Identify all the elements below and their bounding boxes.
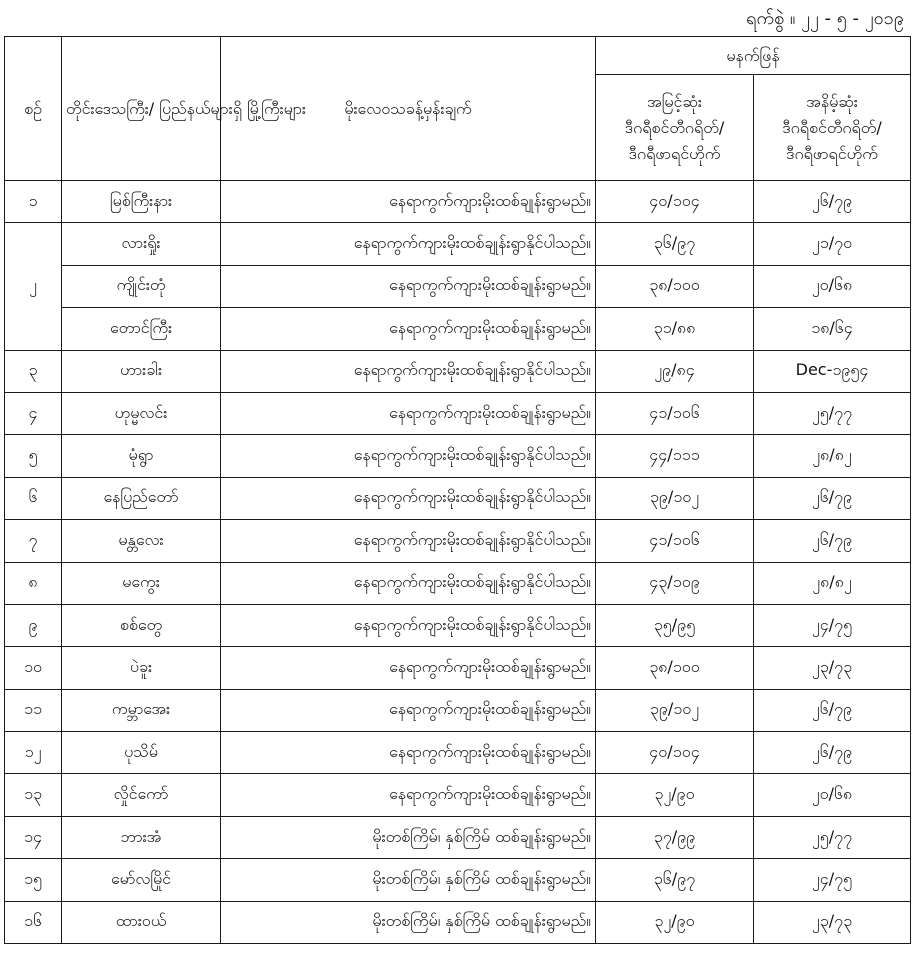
city-name: ဟုမ္မလင်း xyxy=(62,392,221,434)
table-row xyxy=(5,816,911,858)
row-number: ၁၃ xyxy=(5,774,62,816)
forecast-text: နေရာကွက်ကျားမိုးထစ်ချုန်းရွာမည်။ xyxy=(221,265,596,307)
table-row xyxy=(5,223,911,265)
forecast-text: နေရာကွက်ကျားမိုးထစ်ချုန်းရွာနိုင်ပါသည်။ xyxy=(221,435,596,477)
row-number: ၁၅ xyxy=(5,859,62,901)
min-temp: ၂၅/၇၇ xyxy=(754,816,911,858)
table-row xyxy=(5,901,911,943)
header-min-temp xyxy=(754,75,911,181)
min-temp: ၂၆/၇၉ xyxy=(754,520,911,562)
max-temp: ၃၅/၉၅ xyxy=(596,604,754,646)
header-tomorrow: မနက်ဖြန် xyxy=(596,37,911,75)
forecast-text: မိုးတစ်ကြိမ်၊ နှစ်ကြိမ် ထစ်ချုန်းရွာမည်။ xyxy=(221,816,596,858)
city-name: စစ်တွေ xyxy=(62,604,221,646)
row-number: ၉ xyxy=(5,604,62,646)
table-row xyxy=(5,774,911,816)
forecast-text: မိုးတစ်ကြိမ်၊ နှစ်ကြိမ် ထစ်ချုန်းရွာမည်။ xyxy=(221,859,596,901)
row-number: ၁၆ xyxy=(5,901,62,943)
min-temp: ၂၄/၇၅ xyxy=(754,859,911,901)
table-row xyxy=(5,181,911,223)
city-name: ဟားခါး xyxy=(62,350,221,392)
city-name: ပုသိမ် xyxy=(62,732,221,774)
table-row xyxy=(5,647,911,689)
row-number: ၁၀ xyxy=(5,647,62,689)
table-row xyxy=(5,859,911,901)
city-name: ကျိုင်းတုံ xyxy=(62,265,221,307)
forecast-text: နေရာကွက်ကျားမိုးထစ်ချုန်းရွာနိုင်ပါသည်။ xyxy=(221,562,596,604)
header-region-line: မြို့ကြီးများ xyxy=(246,98,306,118)
min-temp: ၂၄/၇၅ xyxy=(754,604,911,646)
header-max-line: ဒီဂရီစင်တီဂရိတ်/ xyxy=(624,117,725,137)
max-temp: ၃၇/၉၉ xyxy=(596,816,754,858)
header-max-line: ဒီဂရီဖာရင်ဟိုက် xyxy=(628,143,721,163)
city-name: ဘားအံ xyxy=(62,816,221,858)
forecast-text: နေရာကွက်ကျားမိုးထစ်ချုန်းရွာနိုင်ပါသည်။ xyxy=(221,604,596,646)
header-min-line: ဒီဂရီဖာရင်ဟိုက် xyxy=(786,143,878,163)
row-number: ၃ xyxy=(5,350,62,392)
city-name: မော်လမြိုင် xyxy=(62,859,221,901)
min-temp: ၂၆/၇၉ xyxy=(754,477,911,519)
min-temp: ၂၃/၇၃ xyxy=(754,647,911,689)
header-no: စဉ် xyxy=(5,37,62,181)
max-temp: ၄၁/၁၀၆ xyxy=(596,392,754,434)
max-temp: ၄၀/၁၀၄ xyxy=(596,732,754,774)
header-max-temp xyxy=(596,75,754,181)
weather-forecast-table xyxy=(4,36,911,944)
row-number: ၄ xyxy=(5,392,62,434)
city-name: နေပြည်တော် xyxy=(62,477,221,519)
max-temp: ၃၉/၁၀၂ xyxy=(596,689,754,731)
min-temp: ၁၈/၆၄ xyxy=(754,308,911,350)
forecast-text: နေရာကွက်ကျားမိုးထစ်ချုန်းရွာမည်။ xyxy=(221,732,596,774)
max-temp: ၄၄/၁၁၁ xyxy=(596,435,754,477)
city-name: ကမ္ဘာအေး xyxy=(62,689,221,731)
max-temp: ၃၂/၉၀ xyxy=(596,774,754,816)
max-temp: ၂၉/၈၄ xyxy=(596,350,754,392)
row-number: ၁၁ xyxy=(5,689,62,731)
city-name: မကွေး xyxy=(62,562,221,604)
city-name: တောင်ကြီး xyxy=(62,308,221,350)
forecast-text: နေရာကွက်ကျားမိုးထစ်ချုန်းရွာနိုင်ပါသည်။ xyxy=(221,477,596,519)
table-row xyxy=(5,604,911,646)
header-forecast: မိုးလေဝသခန့်မှန်းချက် xyxy=(221,37,596,181)
forecast-text: နေရာကွက်ကျားမိုးထစ်ချုန်းရွာမည်။ xyxy=(221,308,596,350)
min-temp: ၂၆/၇၉ xyxy=(754,181,911,223)
min-temp: ၂၀/၆၈ xyxy=(754,774,911,816)
row-number: ၈ xyxy=(5,562,62,604)
forecast-text: နေရာကွက်ကျားမိုးထစ်ချုန်းရွာနိုင်ပါသည်။ xyxy=(221,520,596,562)
header-min-line: အနိမ့်ဆုံး xyxy=(806,91,858,111)
max-temp: ၃၆/၉၇ xyxy=(596,223,754,265)
forecast-text: နေရာကွက်ကျားမိုးထစ်ချုန်းရွာမည်။ xyxy=(221,647,596,689)
forecast-text: မိုးတစ်ကြိမ်၊ နှစ်ကြိမ် ထစ်ချုန်းရွာမည်။ xyxy=(221,901,596,943)
row-number: ၁ xyxy=(5,181,62,223)
table-row xyxy=(5,308,911,350)
table-row xyxy=(5,689,911,731)
min-temp: ၂၈/၈၂ xyxy=(754,562,911,604)
row-number: ၆ xyxy=(5,477,62,519)
city-name: မုံရွာ xyxy=(62,435,221,477)
max-temp: ၄၀/၁၀၄ xyxy=(596,181,754,223)
max-temp: ၄၃/၁၀၉ xyxy=(596,562,754,604)
table-row xyxy=(5,265,911,307)
table-row xyxy=(5,520,911,562)
min-temp: ၂၅/၇၇ xyxy=(754,392,911,434)
forecast-text: နေရာကွက်ကျားမိုးထစ်ချုန်းရွာမည်။ xyxy=(221,774,596,816)
min-temp: ၂၆/၇၉ xyxy=(754,689,911,731)
min-temp: ၂၁/၇၀ xyxy=(754,223,911,265)
max-temp: ၃၆/၉၇ xyxy=(596,859,754,901)
row-number: ၅ xyxy=(5,435,62,477)
forecast-text: နေရာကွက်ကျားမိုးထစ်ချုန်းရွာနိုင်ပါသည်။ xyxy=(221,223,596,265)
forecast-text: နေရာကွက်ကျားမိုးထစ်ချုန်းရွာမည်။ xyxy=(221,181,596,223)
max-temp: ၄၁/၁၀၆ xyxy=(596,520,754,562)
row-number: ၁၂ xyxy=(5,732,62,774)
table-body xyxy=(5,181,911,944)
city-name: ထားဝယ် xyxy=(62,901,221,943)
report-date: ရက်စွဲ ။ ၂၂ - ၅ - ၂၀၁၉ xyxy=(746,8,904,29)
city-name: မြစ်ကြီးနား xyxy=(62,181,221,223)
min-temp: ၂၃/၇၃ xyxy=(754,901,911,943)
forecast-text: နေရာကွက်ကျားမိုးထစ်ချုန်းရွာနိုင်ပါသည်။ xyxy=(221,350,596,392)
header-region-line: ပြည်နယ်များရှိ xyxy=(159,98,242,118)
header-min-line: ဒီဂရီစင်တီဂရိတ်/ xyxy=(782,117,882,137)
forecast-text: နေရာကွက်ကျားမိုးထစ်ချုန်းရွာမည်။ xyxy=(221,689,596,731)
city-name: ပဲခူး xyxy=(62,647,221,689)
city-name: လှိုင်ကော် xyxy=(62,774,221,816)
table-row xyxy=(5,562,911,604)
max-temp: ၃၈/၁၀၀ xyxy=(596,265,754,307)
max-temp: ၃၉/၁၀၂ xyxy=(596,477,754,519)
min-temp: ၂၆/၇၉ xyxy=(754,732,911,774)
table-row xyxy=(5,350,911,392)
city-name: လားရှိုး xyxy=(62,223,221,265)
row-number: ၁၄ xyxy=(5,816,62,858)
table-row xyxy=(5,477,911,519)
header-max-line: အမြင့်ဆုံး xyxy=(647,91,702,111)
max-temp: ၃၈/၁၀၀ xyxy=(596,647,754,689)
row-number: ၇ xyxy=(5,520,62,562)
forecast-text: နေရာကွက်ကျားမိုးထစ်ချုန်းရွာမည်။ xyxy=(221,392,596,434)
table-row xyxy=(5,435,911,477)
table-row xyxy=(5,732,911,774)
max-temp: ၃၂/၉၀ xyxy=(596,901,754,943)
header-region-line: တိုင်းဒေသကြီး/ xyxy=(66,98,155,118)
row-number: ၂ xyxy=(5,223,62,350)
table-header xyxy=(5,37,911,181)
min-temp: Dec-၁၉၅၄ xyxy=(754,350,911,392)
min-temp: ၂၀/၆၈ xyxy=(754,265,911,307)
header-region xyxy=(62,37,306,181)
min-temp: ၂၈/၈၂ xyxy=(754,435,911,477)
city-name: မန္တလေး xyxy=(62,520,221,562)
table-row xyxy=(5,392,911,434)
max-temp: ၃၁/၈၈ xyxy=(596,308,754,350)
